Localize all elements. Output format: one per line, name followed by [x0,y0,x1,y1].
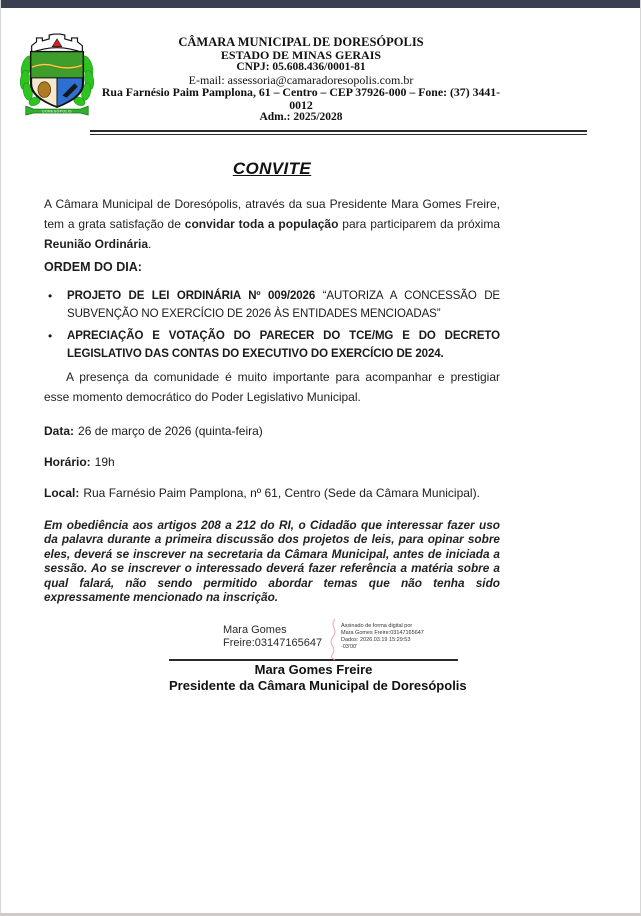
detail-location [44,486,500,500]
regiment-note: Em obediência aos artigos 208 a 212 do RI, o Cidadão que interessar fazer uso da palavra durante a primeira discussão dos projetos de leis, para opinar sobre eles, deverá se inscrever na secretaria da Câmara Municipal, antes de iniciada a sessão. Ao se inscrever o interessado deverá fazer referência a matéria sobre a qual falará, não sendo permitido abordar temas que não tenha sido expressamente mencionado na inscrição. [44,517,500,604]
org-administration: Adm.: 2025/2028 [259,111,343,123]
community-note: A presença da comunidade é muito importante para acompanhar e prestigiar esse momento democrático do Poder Legislativo Municipal. [44,369,500,404]
signature-squiggle-icon [323,617,345,666]
stamp-details [341,621,451,659]
letterhead [18,28,600,124]
top-bar [1,0,640,8]
intro-run-1: A Câmara Municipal de Doresópolis, através da sua Presidente Mara Gomes Freire, tem a grata satisfação de [44,196,500,231]
svg-text:DORESÓPOLIS: DORESÓPOLIS [42,109,72,114]
detail-time [44,455,500,469]
stamp-detail-line-4: -03'00' [341,643,358,650]
signer-name: Mara Gomes Freire [254,661,373,677]
time-label: Horário: [44,454,91,469]
agenda-item-2 [44,327,500,363]
org-name: CÂMARA MUNICIPAL DE DORESÓPOLIS [178,35,424,49]
signature-block [169,659,467,694]
stamp-signer-name: Mara Gomes Freire:03147165647 [223,623,323,649]
agenda-list [44,287,500,363]
bullet-icon: • [48,288,53,303]
intro-paragraph [44,194,500,254]
detail-date [44,424,500,438]
intro-run-3: para participarem da próxima [338,216,501,231]
document-title: CONVITE [232,158,312,178]
org-cnpj: CNPJ: 05.608.436/0001-81 [236,61,366,73]
stamp-detail-line-1: Assinado de forma digital por [341,622,413,629]
org-email: E-mail: assessoria@camaradoresopolis.com.br [188,72,414,87]
agenda-item-1 [44,287,500,323]
intro-run-2-bold: convidar toda a população [184,216,339,231]
agenda-item-1-text [67,287,500,323]
intro-run-4-bold: Reunião Ordinária [44,236,149,251]
intro-run-5: . [148,236,152,251]
stamp-detail-line-2: Mara Gomes Freire:03147165647 [341,629,424,636]
doresopolis-coat-of-arms-icon [18,28,96,120]
time-value: 19h [94,454,115,469]
stamp-detail-line-3: Dados: 2026.03.19 15:29:53 [341,636,411,643]
org-state: ESTADO DE MINAS GERAIS [220,47,382,62]
agenda-heading: ORDEM DO DIA: [44,259,142,274]
agenda-item-1-bold: PROJETO DE LEI ORDINÁRIA Nº 009/2026 [67,289,323,302]
header-divider [90,130,587,135]
signature-line [169,659,458,661]
date-label: Data: [44,423,75,438]
agenda-item-1-regular: “AUTORIZA A CONCESSÃO DE SUBVENÇÃO NO EXERCÍCIO DE 2026 ÀS ENTIDADES MENCIOADAS” [67,289,500,320]
agenda-item-2-text: APRECIAÇÃO E VOTAÇÃO DO PARECER DO TCE/MG E DO DECRETO LEGISLATIVO DAS CONTAS DO EXECUTIVO DO EXERCÍCIO DE 2024. [67,329,500,360]
signer-role: Presidente da Câmara Municipal de Doresópolis [169,677,467,693]
org-address: Rua Farnésio Paim Pamplona, 61 – Centro – CEP 37926-000 – Fone: (37) 3441-0012 [101,85,501,112]
digital-signature-stamp [223,621,500,659]
bullet-icon: • [48,328,53,343]
location-value: Rua Farnésio Paim Pamplona, nº 61, Centro (Sede da Câmara Municipal). [83,485,480,500]
location-label: Local: [44,485,80,500]
letterhead-text [96,36,506,124]
date-value: 26 de março de 2026 (quinta-feira) [78,423,263,438]
document-body [44,159,500,694]
